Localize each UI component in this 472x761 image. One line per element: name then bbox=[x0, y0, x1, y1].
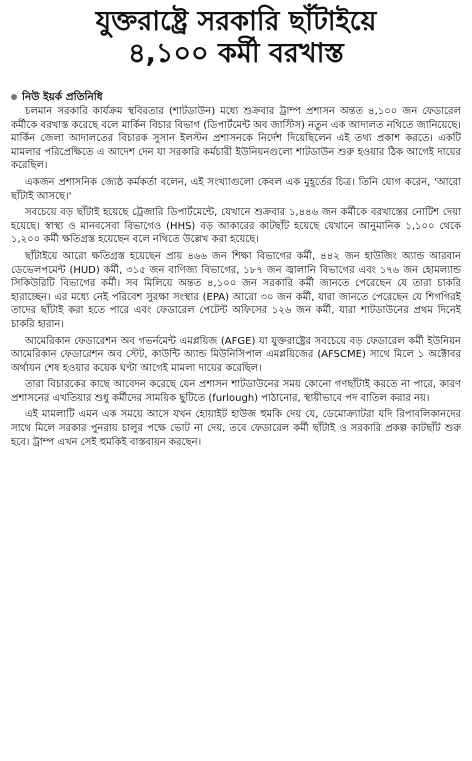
headline bbox=[11, 6, 461, 70]
paragraph-1: চলমান সরকারি কার্যক্রম স্থবিরতার (শাটডাউন) মধ্যে শুক্রবার ট্রাম্প প্রশাসন অন্তত ৪,১০০ জন ফেডারেল কর্মীকে বরখাস্ত করেছে বলে মার্কিন বিচার বিভাগ (ডিপার্টমেন্ট অব জাস্টিস) নতুন এক আদালত নথিতে জানিয়েছে। মার্কিন জেলা আদালতের বিচারক সুসান ইলস্টন প্রশাসনকে নির্দেশ দিয়েছিলেন এই তথ্য প্রকাশ করতে। একটি মামলার পরিপ্রেক্ষিতে এ আদেশ দেন যা সরকারি কর্মচারী ইউনিয়নগুলো শাটডাউন শুরু হওয়ার ঠিক আগেই দায়ের করেছিল। bbox=[11, 106, 461, 172]
paragraph-3: সবচেয়ে বড় ছাঁটাই হয়েছে ট্রেজারি ডিপার্টমেন্টে, যেখানে শুক্রবার ১,৪৪৬ জন কর্মীকে বরখাস্তের নোটিশ দেয়া হয়েছে। স্বাস্থ্য ও মানবসেবা বিভাগেও (HHS) বড় আকারের কাটছাঁট হয়েছে যেখানে আনুমানিক ১,১০০ থেকে ১,২০০ কর্মী ক্ষতিগ্রস্ত হয়েছেন বলে নথিতে উল্লেখ করা হয়েছে। bbox=[11, 207, 461, 246]
byline-text: নিউ ইয়র্ক প্রতিনিধি bbox=[22, 91, 103, 103]
headline-line-2: ৪,১০০ কর্মী বরখাস্ত bbox=[128, 38, 344, 69]
paragraph-2: একজন প্রশাসনিক জ্যেষ্ঠ কর্মকর্তা বলেন, এই সংখ্যাগুলো কেবল এক মুহূর্তের চিত্র। তিনি যোগ করেন, 'আরো ছাঁটাই আসছে।' bbox=[11, 176, 461, 202]
paragraph-4: ছাঁটাইয়ে আরো ক্ষতিগ্রস্ত হয়েছেন প্রায় ৪৬৬ জন শিক্ষা বিভাগের কর্মী, ৪৪২ জন হাউজিং অ্যান্ড আরবান ডেভেলপমেন্ট (HUD) কর্মী, ৩১৫ জন বাণিজ্য বিভাগের, ১৮৭ জন জ্বালানি বিভাগের এবং ১৭৬ জন হোমল্যান্ড সিকিউরিটি বিভাগের কর্মী। সব মিলিয়ে অন্তত ৪,১০০ জন সরকারি কর্মী জানতে পেরেছেন যে তারা চাকরি হারাচ্ছেন। এর মধ্যে নেই পরিবেশ সুরক্ষা সংস্থার (EPA) আরো ৩০ জন কর্মী, যারা জানতে পেরেছেন যে শিগগিরই তাদের ছাঁটাই করা হতে পারে এবং ফেডারেল পেটেন্ট অফিসের ১২৬ জন কর্মী, যারা শাটডাউনের প্রথম দিনেই চাকরি হারান। bbox=[11, 250, 461, 330]
paragraph-5: আমেরিকান ফেডারেশন অব গভর্নমেন্ট এমপ্লয়িজ (AFGE) যা যুক্তরাষ্ট্রের সবচেয়ে বড় ফেডারেল কর্মী ইউনিয়ন আমেরিকান ফেডারেশন অব স্টেট, কাউন্টি অ্যান্ড মিউনিসিপাল এমপ্লয়িজের (AFSCME) সাথে মিলে ১ অক্টোবর অর্থায়ন শেষ হওয়ার কয়েক ঘণ্টা আগেই মামলা দায়ের করেছিল। bbox=[11, 335, 461, 374]
article-body bbox=[11, 105, 461, 449]
headline-line-1: যুক্তরাষ্ট্রে সরকারি ছাঁটাইয়ে bbox=[95, 6, 377, 37]
bullet-icon bbox=[11, 94, 17, 100]
paragraph-7: এই মামলাটি এমন এক সময়ে আসে যখন হোয়াইট হাউজ হুমকি দেয় যে, ডেমোক্র্যাটরা যদি রিপাবলিকানদের সাথে মিলে সরকার পুনরায় চালুর পক্ষে ভোট না দেয়, তবে ফেডারেল কর্মী ছাঁটাই ও সরকারি প্রকল্প কাটছাঁট শুরু হবে। ট্রাম্প এখন সেই হুমকিই বাস্তবায়ন করছেন। bbox=[11, 409, 461, 448]
byline bbox=[11, 90, 461, 104]
paragraph-6: তারা বিচারকের কাছে আবেদন করেছে যেন প্রশাসন শাটডাউনের সময় কোনো গণছাঁটাই করতে না পারে, কারণ প্রশাসনের এখতিয়ার শুধু কর্মীদের সাময়িক ছুটিতে (furlough) পাঠানোর, স্থায়ীভাবে পদ বাতিল করার নয়। bbox=[11, 379, 461, 404]
